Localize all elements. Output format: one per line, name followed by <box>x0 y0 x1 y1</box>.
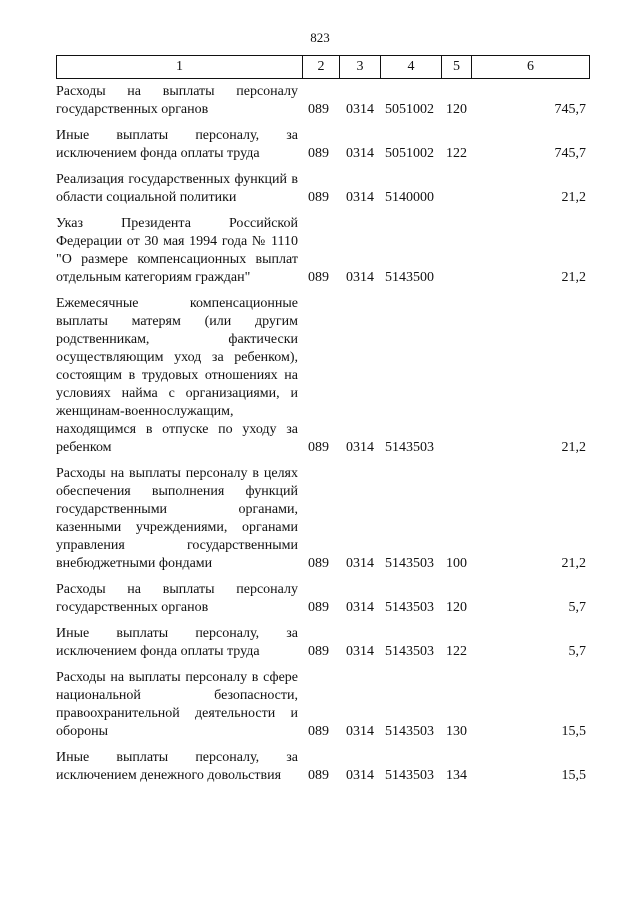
row-gr-code: 089 <box>308 768 329 783</box>
column-header-table <box>56 55 590 79</box>
row-section-code: 0314 <box>346 440 374 455</box>
row-name: Ежемесячные компенсационные выплаты матерям (или другим родственникам, фактически осуществляющим уход за ребенком), состоящим в трудовых отношениях на условиях найма с организациями, и женщинам-военнослужащим, находящимся в отпуске по уходу за ребенком <box>56 296 298 455</box>
table-row <box>56 171 586 207</box>
row-name: Иные выплаты персоналу, за исключением фонда оплаты труда <box>56 128 298 161</box>
row-gr-code: 089 <box>308 644 329 659</box>
row-target-code: 5143503 <box>385 768 434 783</box>
table-row <box>56 295 586 457</box>
row-gr-code: 089 <box>308 556 329 571</box>
row-section-code: 0314 <box>346 102 374 117</box>
row-name: Реализация государственных функций в области социальной политики <box>56 172 298 205</box>
row-target-code: 5143503 <box>385 644 434 659</box>
row-section-code: 0314 <box>346 146 374 161</box>
row-gr-code: 089 <box>308 270 329 285</box>
row-gr-code: 089 <box>308 600 329 615</box>
row-name: Иные выплаты персоналу, за исключением денежного довольствия <box>56 750 298 783</box>
row-amount: 21,2 <box>561 270 586 285</box>
row-expense-type: 120 <box>446 600 467 615</box>
row-name: Расходы на выплаты персоналу в целях обеспечения выполнения функций государственными органами, казенными учреждениями, органами управления государственными внебюджетными фондами <box>56 466 298 571</box>
row-gr-code: 089 <box>308 724 329 739</box>
table-row <box>56 215 586 287</box>
column-header-row <box>57 56 590 79</box>
column-header-3: 3 <box>340 56 381 79</box>
row-expense-type: 100 <box>446 556 467 571</box>
row-target-code: 5143503 <box>385 724 434 739</box>
table-row <box>56 127 586 163</box>
row-amount: 21,2 <box>561 556 586 571</box>
table-row <box>56 625 586 661</box>
table-row <box>56 669 586 741</box>
column-header-4: 4 <box>381 56 442 79</box>
row-section-code: 0314 <box>346 190 374 205</box>
row-amount: 5,7 <box>568 644 586 659</box>
row-gr-code: 089 <box>308 440 329 455</box>
column-header-5: 5 <box>442 56 472 79</box>
row-expense-type: 120 <box>446 102 467 117</box>
row-target-code: 5143503 <box>385 556 434 571</box>
row-section-code: 0314 <box>346 556 374 571</box>
row-expense-type: 122 <box>446 644 467 659</box>
column-header-2: 2 <box>303 56 340 79</box>
row-target-code: 5051002 <box>385 146 434 161</box>
row-gr-code: 089 <box>308 102 329 117</box>
row-name: Указ Президента Российской Федерации от 30 мая 1994 года № 1110 "О размере компенсационных выплат отдельным категориям граждан" <box>56 216 298 285</box>
row-section-code: 0314 <box>346 768 374 783</box>
row-target-code: 5140000 <box>385 190 434 205</box>
row-name: Расходы на выплаты персоналу государственных органов <box>56 582 298 615</box>
table-row <box>56 749 586 785</box>
row-amount: 5,7 <box>568 600 586 615</box>
row-section-code: 0314 <box>346 724 374 739</box>
row-amount: 21,2 <box>561 440 586 455</box>
column-header-6: 6 <box>472 56 590 79</box>
row-expense-type: 134 <box>446 768 467 783</box>
column-header-1: 1 <box>57 56 303 79</box>
table-row <box>56 465 586 573</box>
row-section-code: 0314 <box>346 600 374 615</box>
row-gr-code: 089 <box>308 146 329 161</box>
row-amount: 745,7 <box>554 102 586 117</box>
row-amount: 15,5 <box>561 768 586 783</box>
page-number: 823 <box>310 30 330 45</box>
row-gr-code: 089 <box>308 190 329 205</box>
table-row <box>56 83 586 119</box>
budget-rows <box>56 83 586 793</box>
table-row <box>56 581 586 617</box>
row-target-code: 5143503 <box>385 440 434 455</box>
row-name: Иные выплаты персоналу, за исключением фонда оплаты труда <box>56 626 298 659</box>
row-amount: 15,5 <box>561 724 586 739</box>
row-expense-type: 130 <box>446 724 467 739</box>
row-section-code: 0314 <box>346 270 374 285</box>
row-target-code: 5143500 <box>385 270 434 285</box>
row-amount: 745,7 <box>554 146 586 161</box>
row-expense-type: 122 <box>446 146 467 161</box>
row-section-code: 0314 <box>346 644 374 659</box>
row-target-code: 5143503 <box>385 600 434 615</box>
row-amount: 21,2 <box>561 190 586 205</box>
row-target-code: 5051002 <box>385 102 434 117</box>
row-name: Расходы на выплаты персоналу в сфере национальной безопасности, правоохранительной деятельности и обороны <box>56 670 298 739</box>
row-name: Расходы на выплаты персоналу государственных органов <box>56 84 298 117</box>
